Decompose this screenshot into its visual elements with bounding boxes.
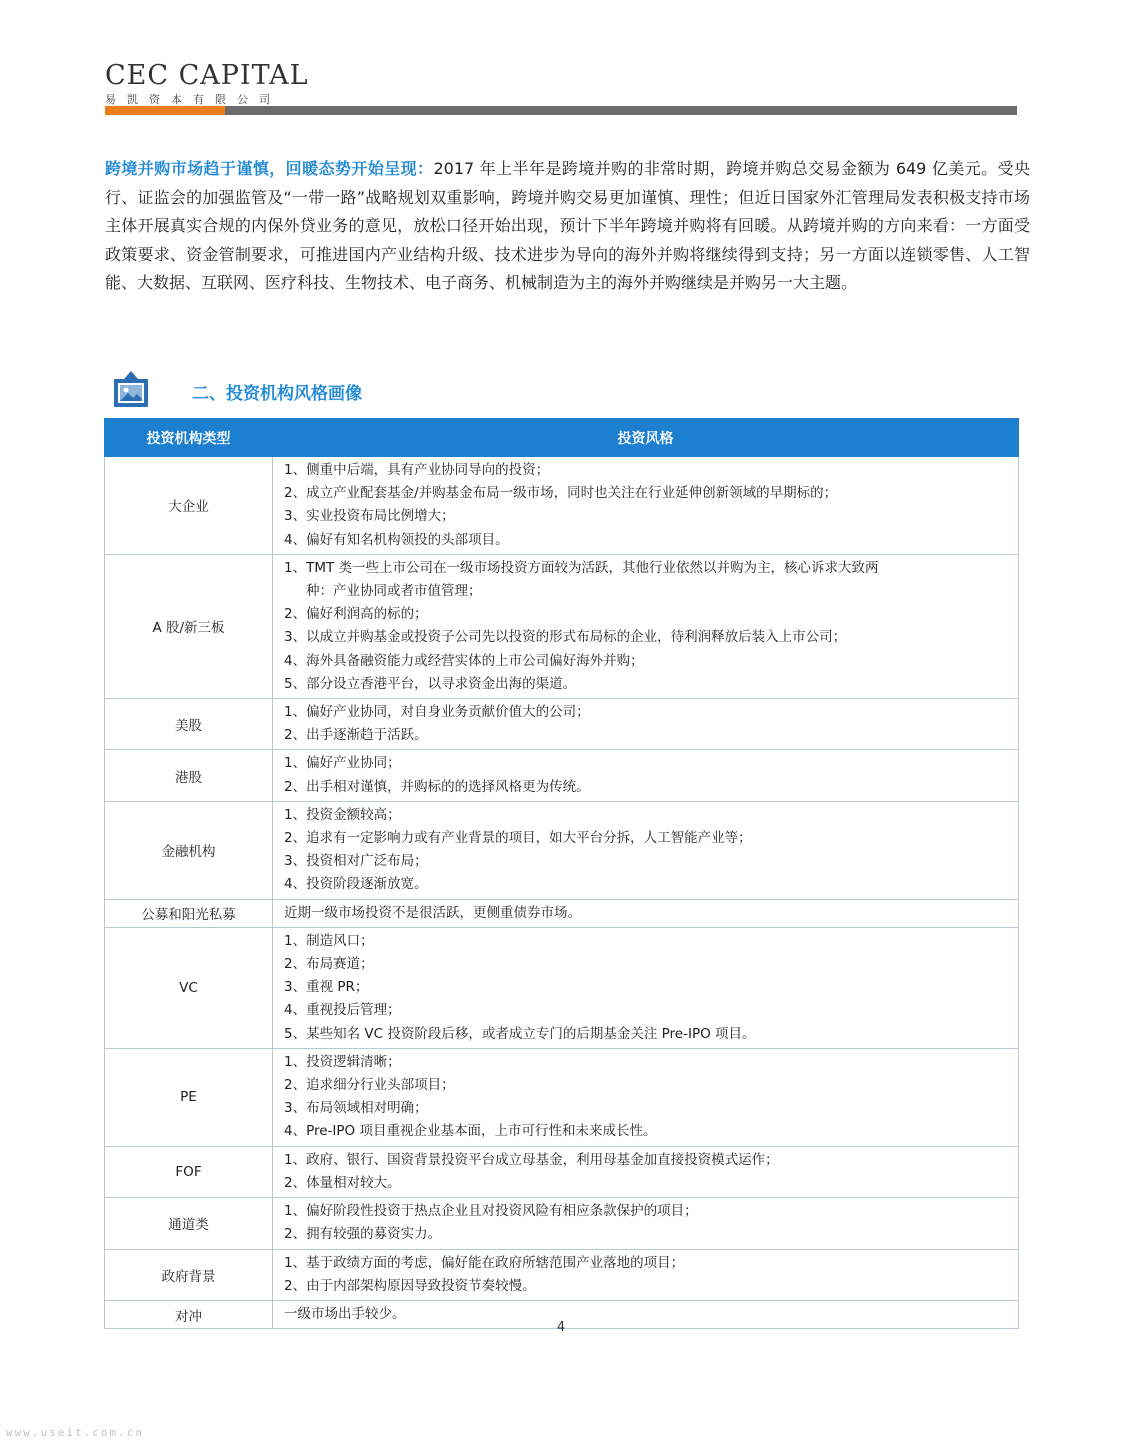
table-row — [105, 457, 1019, 555]
style-line: 1、偏好产业协同； — [284, 755, 401, 772]
style-line: 1、偏好阶段性投资于热点企业且对投资风险有相应条款保护的项目； — [284, 1203, 698, 1220]
table-row — [105, 801, 1019, 899]
style-line: 2、追求有一定影响力或有产业背景的项目，如大平台分拆，人工智能产业等； — [284, 830, 752, 847]
style-line: 1、政府、银行、国资背景投资平台成立母基金，利用母基金加直接投资模式运作； — [284, 1151, 779, 1168]
style-line: 2、出手相对谨慎，并购标的的选择风格更为传统。 — [284, 778, 590, 795]
style-line: 4、重视投后管理； — [284, 1002, 401, 1019]
logo-subtitle: 易凯资本有限公司 — [105, 93, 281, 106]
header-investment-style: 投资风格 — [273, 419, 1019, 457]
investor-type-cell: 政府背景 — [105, 1249, 273, 1300]
intro-body: 2017 年上半年是跨境并购的非常时期，跨境并购总交易金额为 649 亿美元。受央行、证监会的加强监管及“一带一路”战略规划双重影响，跨境并购交易更加谨慎、理性；但近日国家外汇管理局发表积极支持市场主体开展真实合规的内保外贷业务的意见，放松口径开始出现，预计下半年跨境并购将有回暖。从跨境并购的方向来看：一方面受政策要求、资金管制要求，可推进国内产业结构升级、技术进步为导向的海外并购将继续得到支持；另一方面以连锁零售、人工智能、大数据、互联网、医疗科技、生物技术、电子商务、机械制造为主的海外并购继续是并购另一大主题。 — [105, 159, 1030, 292]
section-title: 二、投资机构风格画像 — [192, 384, 362, 404]
style-line: 5、某些知名 VC 投资阶段后移，或者成立专门的后期基金关注 Pre-IPO 项目。 — [284, 1025, 756, 1042]
table-body — [105, 457, 1019, 1329]
style-line: 3、实业投资布局比例增大； — [284, 508, 455, 525]
style-line: 1、投资金额较高； — [284, 806, 401, 823]
table-header-row — [105, 419, 1019, 457]
table-row — [105, 899, 1019, 927]
investment-style-cell — [273, 457, 1019, 555]
style-line: 2、偏好利润高的标的； — [284, 606, 428, 623]
style-line: 4、投资阶段逐渐放宽。 — [284, 876, 428, 893]
investment-style-cell — [273, 699, 1019, 750]
style-line: 1、TMT 类一些上市公司在一级市场投资方面较为活跃，其他行业依然以并购为主，核心诉求大致两 — [284, 559, 879, 576]
investor-type-cell: VC — [105, 927, 273, 1048]
style-line: 2、由于内部架构原因导致投资节奏较慢。 — [284, 1277, 536, 1294]
investment-style-cell — [273, 1249, 1019, 1300]
intro-paragraph — [105, 155, 1030, 298]
style-line: 一级市场出手较少。 — [284, 1305, 406, 1322]
style-line: 3、投资相对广泛布局； — [284, 853, 428, 870]
investment-style-cell — [273, 899, 1019, 927]
investment-style-cell — [273, 1146, 1019, 1197]
style-line: 4、Pre-IPO 项目重视企业基本面，上市可行性和未来成长性。 — [284, 1123, 657, 1140]
style-line: 5、部分设立香港平台，以寻求资金出海的渠道。 — [284, 675, 577, 692]
page-number: 4 — [556, 1320, 566, 1335]
style-line: 种：产业协同或者市值管理； — [306, 583, 482, 600]
style-line: 4、海外具备融资能力或经营实体的上市公司偏好海外并购； — [284, 652, 644, 669]
company-logo — [105, 62, 309, 107]
logo-text: CEC CAPITAL — [105, 60, 309, 91]
investment-style-cell — [273, 750, 1019, 801]
table-row — [105, 750, 1019, 801]
table-row — [105, 927, 1019, 1048]
style-line: 2、追求细分行业头部项目； — [284, 1077, 455, 1094]
investor-type-cell: 对冲 — [105, 1300, 273, 1328]
style-line: 1、投资逻辑清晰； — [284, 1053, 401, 1070]
investment-style-cell — [273, 801, 1019, 899]
table-row — [105, 1249, 1019, 1300]
table-row — [105, 1048, 1019, 1146]
investment-style-cell — [273, 554, 1019, 698]
table-row — [105, 554, 1019, 698]
header-investor-type: 投资机构类型 — [105, 419, 273, 457]
intro-lead: 跨境并购市场趋于谨慎，回暖态势开始呈现： — [105, 159, 434, 178]
investor-type-cell: 大企业 — [105, 457, 273, 555]
investor-type-cell: 通道类 — [105, 1198, 273, 1249]
header-rule-accent — [105, 106, 225, 115]
table-row — [105, 1198, 1019, 1249]
investor-type-cell: 港股 — [105, 750, 273, 801]
style-line: 4、偏好有知名机构领投的头部项目。 — [284, 531, 509, 548]
investor-type-cell: 金融机构 — [105, 801, 273, 899]
investment-style-cell — [273, 927, 1019, 1048]
style-line: 3、以成立并购基金或投资子公司先以投资的形式布局标的企业，待利润释放后装入上市公司； — [284, 629, 847, 646]
watermark: www.useit.com.cn — [6, 1426, 144, 1439]
picture-frame-icon — [112, 369, 150, 409]
style-line: 2、拥有较强的募资实力。 — [284, 1226, 442, 1243]
investor-type-cell: A 股/新三板 — [105, 554, 273, 698]
style-line: 2、布局赛道； — [284, 956, 374, 973]
investor-type-cell: PE — [105, 1048, 273, 1146]
table-row — [105, 699, 1019, 750]
style-line: 2、成立产业配套基金/并购基金布局一级市场，同时也关注在行业延伸创新领域的早期标的； — [284, 485, 838, 502]
style-line: 3、布局领域相对明确； — [284, 1100, 428, 1117]
style-line: 3、重视 PR； — [284, 979, 369, 996]
investor-type-cell: 公募和阳光私募 — [105, 899, 273, 927]
investor-type-cell: FOF — [105, 1146, 273, 1197]
style-line: 近期一级市场投资不是很活跃，更侧重债券市场。 — [284, 904, 581, 921]
table-row — [105, 1146, 1019, 1197]
investment-style-cell — [273, 1198, 1019, 1249]
style-line: 2、出手逐渐趋于活跃。 — [284, 727, 428, 744]
style-line: 1、基于政绩方面的考虑，偏好能在政府所辖范围产业落地的项目； — [284, 1254, 685, 1271]
investment-style-cell — [273, 1048, 1019, 1146]
style-line: 1、制造风口； — [284, 932, 374, 949]
investor-type-cell: 美股 — [105, 699, 273, 750]
style-line: 1、侧重中后端，具有产业协同导向的投资； — [284, 462, 550, 478]
header-rule — [105, 106, 1017, 115]
style-line: 1、偏好产业协同，对自身业务贡献价值大的公司； — [284, 704, 590, 721]
investor-style-table — [104, 418, 1019, 1329]
header-rule-gray — [225, 106, 1017, 115]
style-line: 2、体量相对较大。 — [284, 1174, 401, 1191]
